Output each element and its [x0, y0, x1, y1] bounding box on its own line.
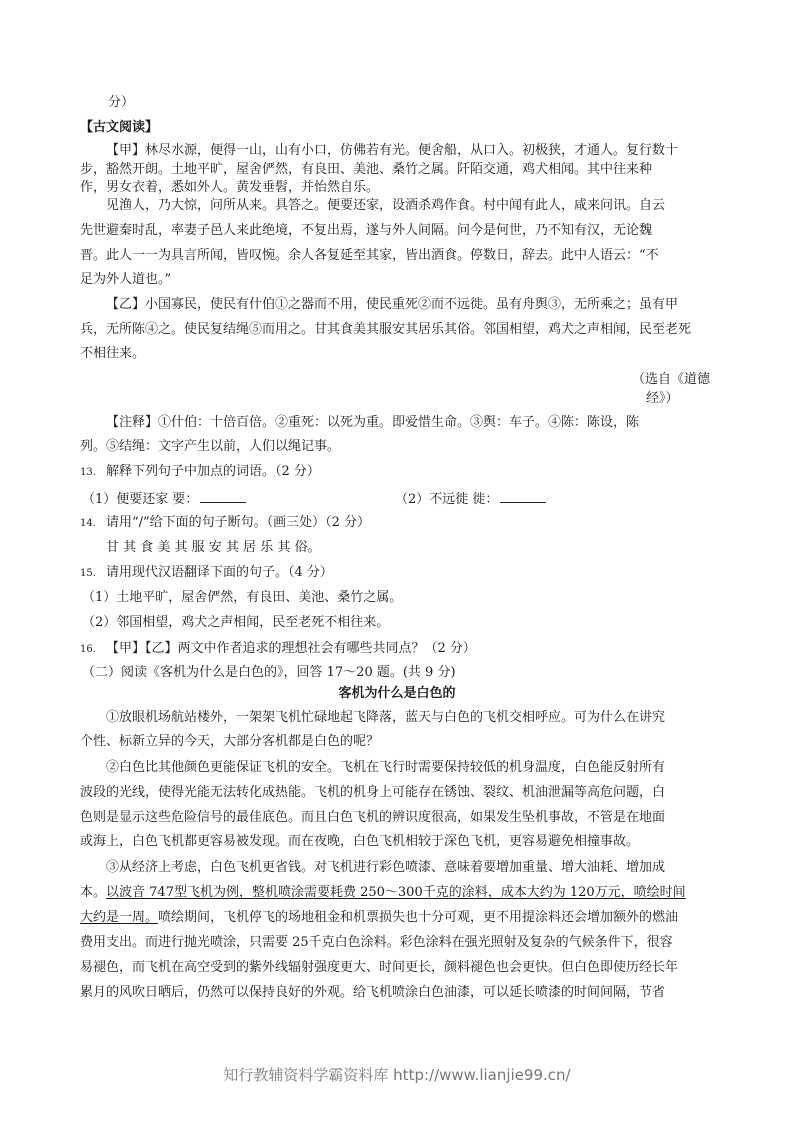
section-heading-guwen: 【古文阅读】: [80, 120, 159, 135]
question-text: 请用现代汉语翻译下面的句子。（4 分）: [106, 565, 333, 580]
article-line-4: 波段的光线，使得光能无法转化成热能。飞机的机身上可能存在锈蚀、裂纹、机油泄漏等高危问题，白: [80, 785, 666, 800]
jia-line-3: 作，男女衣着，悉如外人。黄发垂髫，并怡然自乐。: [80, 180, 380, 195]
jia-line-7: 足为外人道也。”: [80, 272, 172, 287]
q15-item-1: （1）土地平旷，屋舍俨然，有良田、美池、桑竹之属。: [82, 590, 403, 605]
yi-line-2: 兵，无所陈④之。使民复结绳⑤而用之。甘其食美其服安其居乐其俗。邻国相望，鸡犬之声相闻，民至老死: [80, 322, 692, 337]
question-text: 解释下列句子中加点的词语。（2 分）: [106, 464, 320, 479]
question-16: [80, 641, 476, 658]
question-number: 14.: [80, 518, 96, 529]
answer-blank[interactable]: [200, 490, 246, 503]
notes-line-1: 【注释】①什伯：十倍百倍。②重死：以死为重。即爱惜生命。③舆：车子。④陈：陈设，陈: [106, 415, 640, 430]
q13-item-label: （2）不远徙 徙：: [395, 492, 499, 507]
question-number: 16.: [80, 644, 96, 655]
article-line-1: ①放眼机场航站楼外，一架架飞机忙碌地起飞降落，蓝天与白色的飞机交相呼应。可为什么在讲究: [106, 710, 666, 725]
article-line-3: ②白色比其他颜色更能保证飞机的安全。飞机在飞行时需要保持较低的机身温度，白色能反射所有: [106, 760, 666, 775]
reading2-intro: （二）阅读《客机为什么是白色的》，回答 17～20 题。(共 9 分): [82, 665, 456, 680]
q13-item-2: [395, 490, 546, 508]
jia-line-6: 晋。此人一一为具言所闻，皆叹惋。余人各复延至其家，皆出酒食。停数日，辞去。此中人语云：“不: [80, 248, 659, 263]
underlined-text: 大约是一周。: [80, 910, 159, 925]
jia-line-5: 先世避秦时乱，率妻子邑人来此绝境，不复出焉，遂与外人间隔。问今是何世，乃不知有汉，无论魏: [80, 223, 653, 238]
footer-watermark: 知行教辅资料学霸资料库 http://www.lianjie99.cn/: [223, 1066, 571, 1084]
question-number: 15.: [80, 568, 96, 579]
article-line-9: [80, 910, 678, 926]
q14-sentence: 甘 其 食 美 其 服 安 其 居 乐 其 俗。: [106, 540, 321, 555]
q13-item-1: [82, 490, 246, 508]
question-15: [80, 565, 333, 582]
q15-item-2: （2）邻国相望，鸡犬之声相闻，民至老死不相往来。: [82, 615, 390, 630]
article-line-8: [80, 885, 686, 901]
plain-text: 本。: [80, 885, 107, 900]
plain-text: 喷绘期间，飞机停飞的场地租金和机票损失也十分可观，更不用提涂料还会增加额外的燃油: [158, 910, 679, 925]
article-line-6: 或海上，白色飞机都更容易被发现。而在夜晚，白色飞机相较于深色飞机，更容易避免相撞事故。: [80, 834, 640, 849]
question-13: [80, 464, 320, 481]
question-14: [80, 515, 370, 532]
article-line-7: ③从经济上考虑，白色飞机更省钱。对飞机进行彩色喷漆、意味着要增加重量、增大油耗、增加成: [106, 860, 666, 875]
question-text: 请用“/”给下面的句子断句。（画三处）（2 分）: [106, 515, 371, 530]
underlined-text: 以波音 747型飞机为例，整机喷涂需要耗费 250～300千克的涂料，成本大约为 120万元，喷绘时间: [106, 885, 686, 900]
article-line-11: 易褪色，而飞机在高空受到的紫外线辐射强度更大、时间更长，颜料褪色也会更快。但白色即使历经长年: [80, 960, 679, 975]
source-line-2: 经》）: [646, 391, 679, 406]
jia-line-4: 见渔人，乃大惊，问所从来。具答之。便要还家，设酒杀鸡作食。村中闻有此人，咸来问讯。自云: [106, 198, 666, 213]
answer-blank[interactable]: [500, 490, 546, 503]
yi-line-3: 不相往来。: [80, 346, 146, 361]
source-line-1: （选自《道德: [632, 372, 711, 387]
notes-line-2: 列。⑤结绳：文字产生以前，人们以绳记事。: [80, 439, 341, 454]
jia-line-2: 步，豁然开朗。土地平旷，屋舍俨然，有良田、美池、桑竹之属。阡陌交通，鸡犬相闻。其中往来种: [80, 162, 653, 177]
question-number: 13.: [80, 467, 96, 478]
fen-fragment: 分）: [108, 95, 135, 110]
article-line-2: 个性、标新立异的今天，大部分客机都是白色的呢？: [80, 734, 380, 749]
article-title: 客机为什么是白色的: [338, 686, 456, 701]
q13-item-label: （1）便要还家 要：: [82, 492, 199, 507]
question-text: 【甲】【乙】两文中作者追求的理想社会有哪些共同点？（2 分）: [106, 641, 476, 656]
article-line-5: 色则是显示这些危险信号的最佳底色。而且白色飞机的辨识度很高，如果发生坠机事故，不管是在地面: [80, 810, 666, 825]
yi-line-1: 【乙】小国寡民，使民有什伯①之器而不用，使民重死②而不远徙。虽有舟舆③，无所乘之；虽有甲: [106, 297, 679, 312]
article-line-10: 费用支出。而进行抛光喷涂，只需要 25千克白色涂料。彩色涂料在强光照射及复杂的气候条件下，很容: [80, 935, 673, 950]
jia-line-1: 【甲】林尽水源，便得一山，山有小口，仿佛若有光。便舍船，从口入。初极狭，才通人。复行数十: [106, 143, 679, 158]
article-line-12: 累月的风吹日晒后，仍然可以保持良好的外观。给飞机喷涂白色油漆，可以延长喷漆的时间间隔，节省: [80, 985, 666, 1000]
